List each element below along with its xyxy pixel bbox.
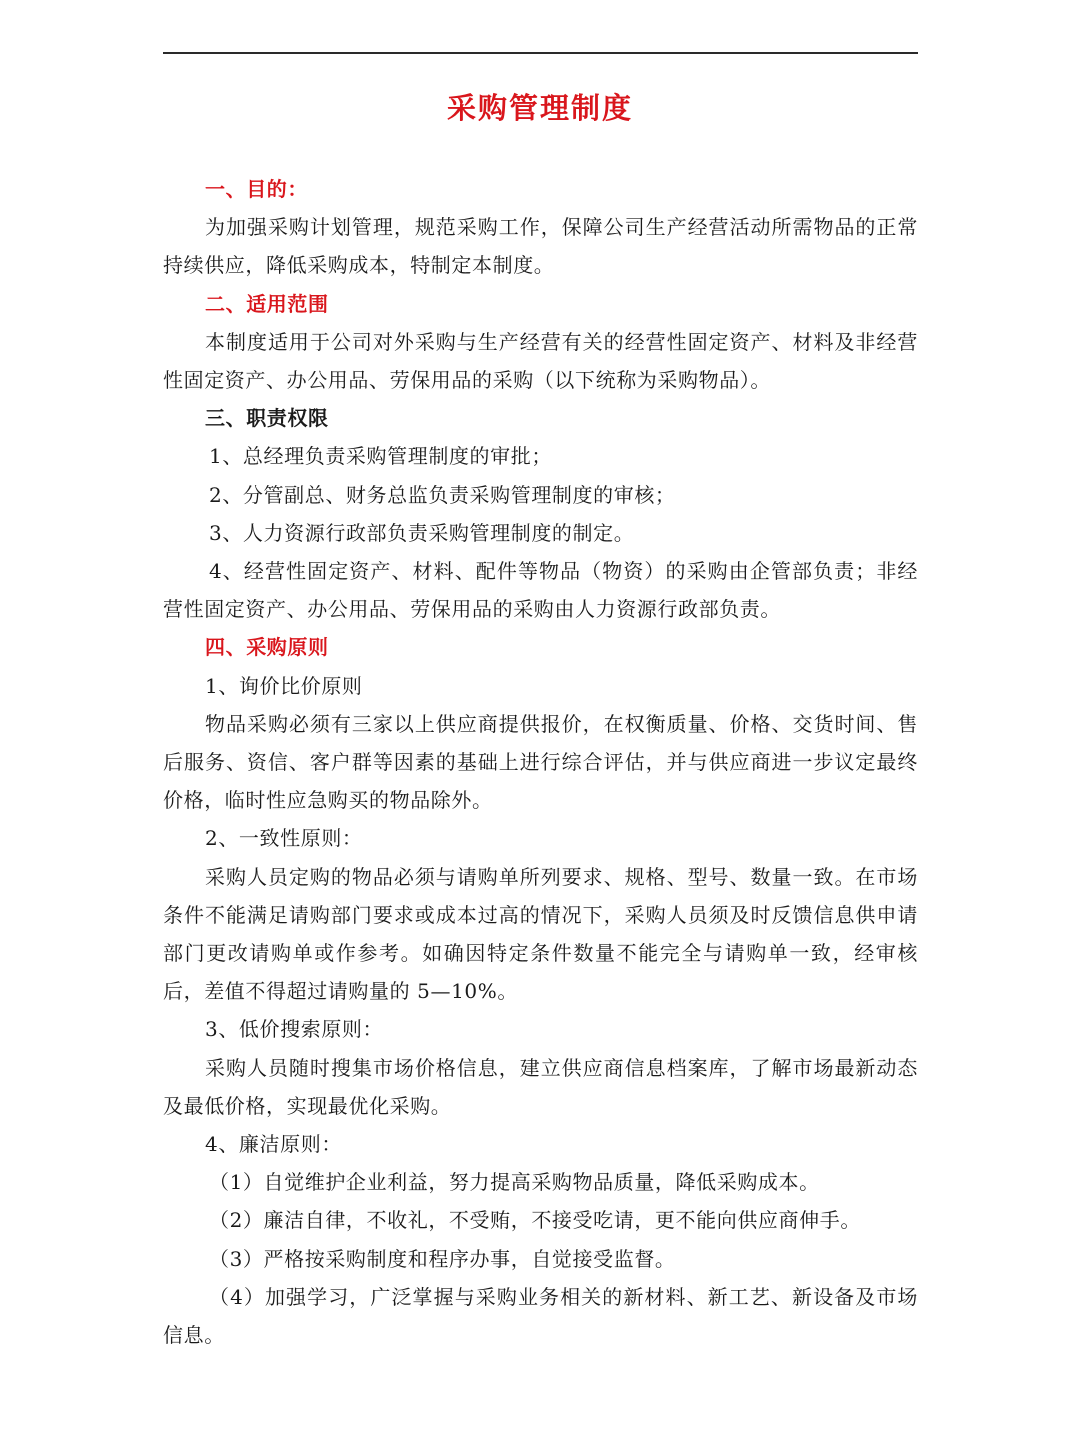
section-paragraph-scope: 本制度适用于公司对外采购与生产经营有关的经营性固定资产、材料及非经营性固定资产、办公用品、劳保用品的采购（以下统称为采购物品）。 bbox=[163, 329, 918, 393]
section-heading-principles: 四、采购原则 bbox=[205, 635, 329, 660]
responsibility-item: 3、人力资源行政部负责采购管理制度的制定。 bbox=[209, 520, 635, 545]
document-title: 采购管理制度 bbox=[446, 91, 633, 125]
integrity-item: （1）自觉维护企业利益，努力提高采购物品质量，降低采购成本。 bbox=[209, 1170, 820, 1195]
section-paragraph-purpose: 为加强采购计划管理，规范采购工作，保障公司生产经营活动所需物品的正常持续供应，降低采购成本，特制定本制度。 bbox=[163, 215, 918, 278]
integrity-item: （2）廉洁自律，不收礼，不受贿，不接受吃请，更不能向供应商伸手。 bbox=[209, 1208, 861, 1233]
document-body bbox=[163, 170, 918, 1354]
section-heading-scope: 二、适用范围 bbox=[205, 291, 329, 316]
responsibility-item: 4、经营性固定资产、材料、配件等物品（物资）的采购由企管部负责；非经营性固定资产、办公用品、劳保用品的采购由人力资源行政部负责。 bbox=[163, 559, 918, 622]
integrity-item: （3）严格按采购制度和程序办事，自觉接受监督。 bbox=[209, 1246, 676, 1271]
principle-heading-integrity: 4、廉洁原则： bbox=[205, 1132, 342, 1157]
top-divider bbox=[163, 52, 918, 54]
principle-heading-consistency: 2、一致性原则： bbox=[205, 826, 363, 851]
responsibility-item: 2、分管副总、财务总监负责采购管理制度的审核； bbox=[209, 482, 676, 507]
principle-heading-low-price: 3、低价搜索原则： bbox=[205, 1017, 384, 1042]
principle-paragraph-inquiry: 物品采购必须有三家以上供应商提供报价，在权衡质量、价格、交货时间、售后服务、资信、客户群等因素的基础上进行综合评估，并与供应商进一步议定最终价格，临时性应急购买的物品除外。 bbox=[163, 711, 918, 813]
responsibility-item: 1、总经理负责采购管理制度的审批； bbox=[209, 444, 552, 469]
integrity-item: （4）加强学习，广泛掌握与采购业务相关的新材料、新工艺、新设备及市场信息。 bbox=[163, 1284, 918, 1348]
section-heading-responsibilities: 三、职责权限 bbox=[205, 406, 329, 431]
principle-paragraph-low-price: 采购人员随时搜集市场价格信息，建立供应商信息档案库，了解市场最新动态及最低价格，实现最优化采购。 bbox=[163, 1055, 918, 1118]
principle-paragraph-consistency: 采购人员定购的物品必须与请购单所列要求、规格、型号、数量一致。在市场条件不能满足请购部门要求或成本过高的情况下，采购人员须及时反馈信息供申请部门更改请购单或作参考。如确因特定条件数量不能完全与请购单一致，经审核后，差值不得超过请购量的 5—10%。 bbox=[163, 864, 918, 1004]
principle-heading-inquiry: 1、询价比价原则 bbox=[205, 673, 363, 698]
section-heading-purpose: 一、目的： bbox=[205, 177, 308, 201]
